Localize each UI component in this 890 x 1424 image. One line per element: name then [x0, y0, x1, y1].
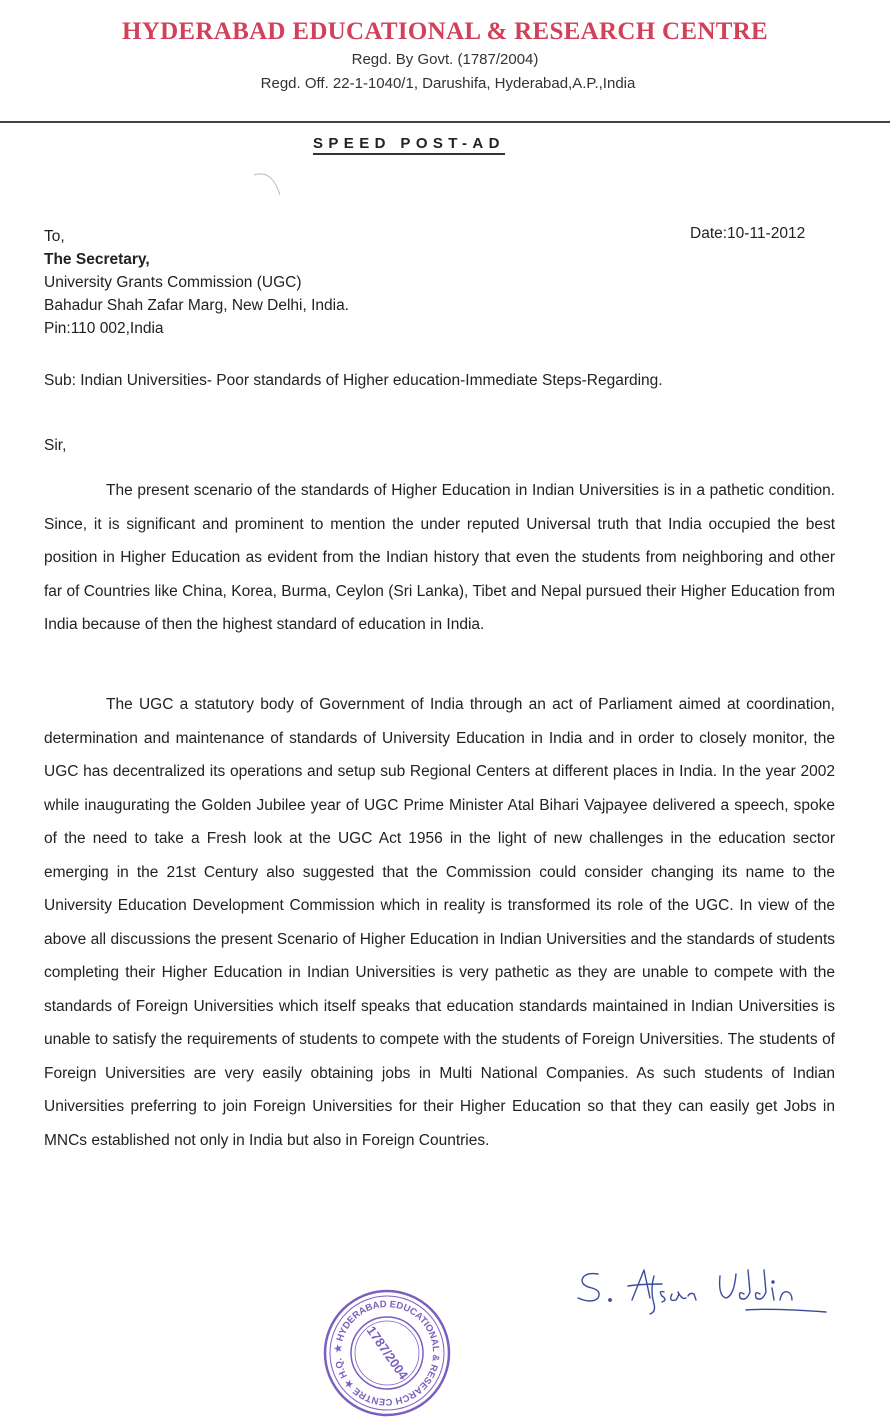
to-label: To,: [44, 228, 65, 245]
post-mode-heading: SPEED POST-AD: [313, 135, 505, 155]
registration-line: Regd. By Govt. (1787/2004): [351, 51, 539, 68]
svg-text:1787/2004: 1787/2004: [363, 1323, 412, 1383]
letter-date: Date:10-11-2012: [690, 225, 806, 242]
organization-seal: [322, 1288, 452, 1418]
office-address: Regd. Off. 22-1-1040/1, Darushifa, Hyderabad,A.P.,India: [260, 75, 636, 92]
recipient-pin: Pin:110 002,India: [44, 320, 164, 337]
svg-text:★ HYDERABAD EDUCATIONAL & RESE: ★ HYDERABAD EDUCATIONAL & RESEARCH CENTRE ★ H.Q.: [332, 1298, 442, 1408]
pen-mark: [250, 165, 290, 205]
recipient-line: University Grants Commission (UGC): [44, 274, 302, 291]
body-paragraph: The UGC a statutory body of Government of India through an act of Parliament aimed at coordination, determination and maintenance of standards of University Education in India and in order to closely monitor, the UGC has decentralized its operations and setup sub Regional Centers at different places in India. In the year 2002 while inaugurating the Golden Jubilee year of UGC Prime Minister Atal Bihari Vajpayee delivered a speech, spoke of the need to take a Fresh look at the UGC Act 1956 in the light of new challenges in the education sector emerging in the 21st Century also suggested that the Commission could consider changing its name to the University Education Development Commission which in reality is transformed its role of the UGC. In view of the above all discussions the present Scenario of Higher Education in Indian Universities and the standards of students completing their Higher Education in Indian Universities is very pathetic as they are unable to compete with the standards of Foreign Universities which itself speaks that education standards maintained in Indian Universities is unable to satisfy the requirements of students to compete with the students of Foreign Universities. The students of Foreign Universities are very easily obtaining jobs in Multi National Companies. As such students of Indian Universities preferring to join Foreign Universities for their Higher Education so that they can easily get Jobs in MNCs established not only in India but also in Foreign Countries.: [44, 696, 835, 1149]
body-paragraph: The present scenario of the standards of Higher Education in Indian Universities is in a pathetic condition. Since, it is significant and prominent to mention the under reputed Universal truth that India occupied the best position in Higher Education as evident from the Indian history that even the students from neighboring and other far of Countries like China, Korea, Burma, Ceylon (Sri Lanka), Tibet and Nepal pursued their Higher Education from India because of then the highest standard of education in India.: [44, 482, 835, 633]
letterhead: [0, 0, 890, 126]
subject-line: Sub: Indian Universities- Poor standards of Higher education-Immediate Steps-Regarding.: [44, 372, 663, 389]
organization-name: HYDERABAD EDUCATIONAL & RESEARCH CENTRE: [121, 18, 769, 45]
salutation: Sir,: [44, 437, 67, 454]
recipient-designation: The Secretary,: [44, 251, 150, 268]
letterhead-divider: [0, 121, 890, 123]
recipient-address: [44, 225, 349, 340]
recipient-line: Bahadur Shah Zafar Marg, New Delhi, India.: [44, 297, 349, 314]
handwritten-signature: [570, 1262, 840, 1322]
